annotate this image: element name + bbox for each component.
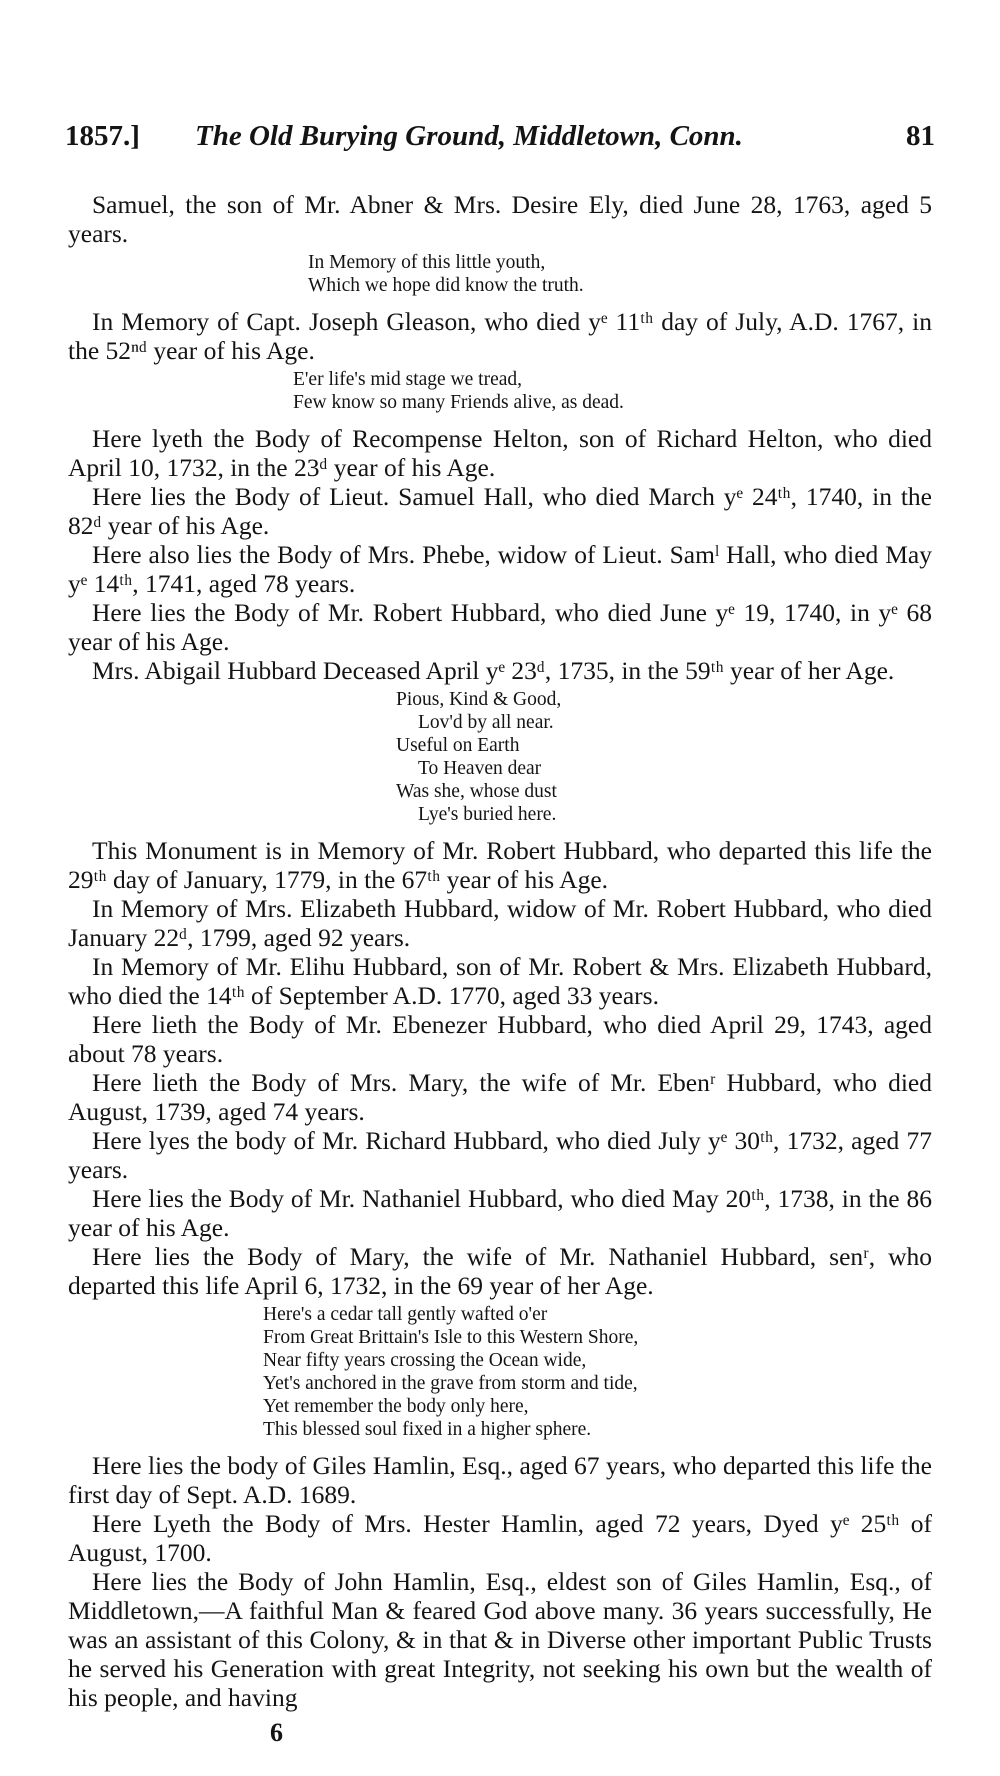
epitaph-verse [68,368,932,414]
verse-line: Lye's buried here. [418,804,557,825]
verse-line: Useful on Earth [396,735,520,756]
inscription-abigail-hubbard: Mrs. Abigail Hubbard Deceased April yᵉ 23ᵈ, 1735, in the 59ᵗʰ year of her Age. [92,656,895,685]
inscription-mary-hubbard: Here lieth the Body of Mrs. Mary, the wife of Mr. Ebenʳ Hubbard, who died August, 1739, aged 74 years. [68,1068,932,1126]
inscriptions-body [68,190,932,1712]
verse-line: Few know so many Friends alive, as dead. [293,392,624,413]
epitaph-verse [68,688,932,826]
epitaph-verse [68,251,932,297]
inscription-robert-hubbard-1779: This Monument is in Memory of Mr. Robert Hubbard, who departed this life the 29ᵗʰ day of January, 1779, in the 67ᵗʰ year of his Age. [68,836,932,894]
epitaph-verse [68,1303,932,1441]
inscription-phebe-hall: Here also lies the Body of Mrs. Phebe, widow of Lieut. Samˡ Hall, who died May yᵉ 14ᵗʰ, 1741, aged 78 years. [68,540,932,598]
inscription-john-hamlin: Here lies the Body of John Hamlin, Esq., eldest son of Giles Hamlin, Esq., of Middletown,—A faithful Man & feared God above many. 36 years successfully, He was an assistant of this Colony, & in that & in Diverse other important Public Trusts he served his Generation with great Integrity, not seeking his own but the wealth of his people, and having [68,1567,932,1712]
header-year: 1857.] [65,120,140,152]
verse-line: To Heaven dear [418,758,542,779]
inscription-elihu-hubbard: In Memory of Mr. Elihu Hubbard, son of Mr. Robert & Mrs. Elizabeth Hubbard, who died the 14ᵗʰ of September A.D. 1770, aged 33 years. [68,952,932,1010]
signature-mark: 6 [270,1718,283,1747]
inscription-richard-hubbard: Here lyes the body of Mr. Richard Hubbard, who died July yᵉ 30ᵗʰ, 1732, aged 77 years. [68,1126,932,1184]
verse-line: Here's a cedar tall gently wafted o'er [263,1304,548,1325]
verse-line: Lov'd by all near. [418,712,554,733]
inscription-giles-hamlin: Here lies the body of Giles Hamlin, Esq., aged 67 years, who departed this life the first day of Sept. A.D. 1689. [68,1451,932,1509]
inscription-ebenezer-hubbard: Here lieth the Body of Mr. Ebenezer Hubbard, who died April 29, 1743, aged about 78 years. [68,1010,932,1068]
inscription-nathaniel-hubbard: Here lies the Body of Mr. Nathaniel Hubbard, who died May 20ᵗʰ, 1738, in the 86 year of his Age. [68,1184,932,1242]
page-number: 81 [906,120,935,152]
inscription-samuel-ely: Samuel, the son of Mr. Abner & Mrs. Desire Ely, died June 28, 1763, aged 5 years. [68,190,932,248]
inscription-hester-hamlin: Here Lyeth the Body of Mrs. Hester Hamlin, aged 72 years, Dyed yᵉ 25ᵗʰ of August, 1700. [68,1509,932,1567]
verse-line: From Great Brittain's Isle to this Western Shore, [263,1327,639,1348]
inscription-joseph-gleason: In Memory of Capt. Joseph Gleason, who died yᵉ 11ᵗʰ day of July, A.D. 1767, in the 52ⁿᵈ year of his Age. [68,307,932,365]
verse-line: In Memory of this little youth, [308,252,546,273]
verse-line: Which we hope did know the truth. [308,275,584,296]
verse-line: E'er life's mid stage we tread, [293,369,523,390]
verse-line: Pious, Kind & Good, [396,689,562,710]
verse-line: Yet's anchored in the grave from storm and tide, [263,1373,638,1394]
inscription-elizabeth-hubbard: In Memory of Mrs. Elizabeth Hubbard, widow of Mr. Robert Hubbard, who died January 22ᵈ, 1799, aged 92 years. [68,894,932,952]
inscription-samuel-hall: Here lies the Body of Lieut. Samuel Hall, who died March yᵉ 24ᵗʰ, 1740, in the 82ᵈ year of his Age. [68,482,932,540]
verse-line: Was she, whose dust [396,781,557,802]
inscription-recompense-helton: Here lyeth the Body of Recompense Helton, son of Richard Helton, who died April 10, 1732, in the 23ᵈ year of his Age. [68,424,932,482]
verse-line: This blessed soul fixed in a higher sphere. [263,1419,592,1440]
header-title: The Old Burying Ground, Middletown, Conn. [195,120,743,152]
verse-line: Near fifty years crossing the Ocean wide, [263,1350,587,1371]
inscription-robert-hubbard-1740: Here lies the Body of Mr. Robert Hubbard, who died June yᵉ 19, 1740, in yᵉ 68 year of his Age. [68,598,932,656]
inscription-mary-wife-nathaniel: Here lies the Body of Mary, the wife of Mr. Nathaniel Hubbard, senʳ, who departed this life April 6, 1732, in the 69 year of her Age. [68,1242,932,1300]
verse-line: Yet remember the body only here, [263,1396,529,1417]
